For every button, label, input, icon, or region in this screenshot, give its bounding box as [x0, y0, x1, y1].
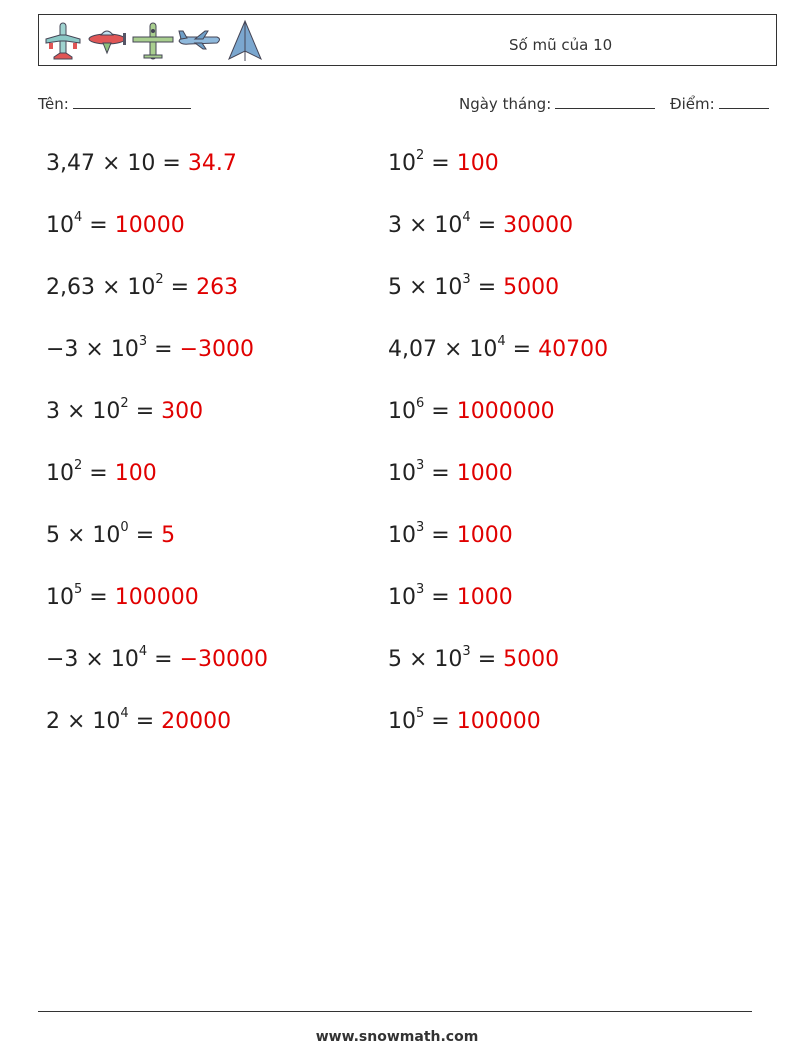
answer: 100 [456, 151, 499, 176]
exponent: 3 [462, 271, 471, 287]
equals: = [147, 337, 180, 362]
page-title: Số mũ của 10 [509, 36, 613, 54]
expression: 5 × 10 [46, 523, 121, 548]
answer: 100000 [114, 585, 199, 610]
date-field[interactable] [459, 94, 655, 113]
exponent: 5 [74, 581, 83, 597]
answer: 1000 [456, 461, 513, 486]
expression: 5 × 10 [388, 647, 463, 672]
problem-1 [46, 150, 237, 178]
exponent: 3 [416, 581, 425, 597]
score-blank[interactable] [719, 94, 769, 109]
equals: = [424, 523, 457, 548]
airplane-icon [43, 19, 83, 63]
exponent: 4 [497, 333, 506, 349]
exponent: 4 [138, 643, 148, 659]
problem-4 [388, 209, 574, 240]
problem-2 [388, 147, 499, 178]
problem-18 [388, 643, 560, 674]
problem-7 [46, 333, 254, 364]
problem-5 [46, 271, 239, 302]
answer: 1000 [456, 585, 513, 610]
answer: 300 [161, 399, 204, 424]
problem-16 [388, 581, 513, 612]
expression: 10 [46, 585, 74, 610]
exponent: 4 [74, 209, 83, 225]
exponent: 4 [462, 209, 471, 225]
expression: 3 × 10 [46, 399, 121, 424]
header-icons [43, 18, 265, 64]
name-field[interactable] [38, 94, 191, 113]
propeller-plane-icon [85, 19, 129, 63]
equals: = [163, 275, 197, 300]
answer: 100 [114, 461, 157, 486]
answer: 20000 [161, 709, 232, 734]
problem-3 [46, 209, 185, 240]
name-blank[interactable] [73, 94, 191, 109]
expression: 2,63 × 10 [46, 275, 156, 300]
exponent: 5 [416, 705, 425, 721]
problem-20 [388, 705, 541, 736]
equals: = [470, 213, 504, 238]
equals: = [82, 585, 115, 610]
exponent: 2 [120, 395, 129, 411]
exponent: 3 [462, 643, 471, 659]
answer: 40700 [538, 337, 609, 362]
paper-plane-icon [225, 19, 265, 63]
exponent: 2 [74, 457, 83, 473]
answer: 5000 [503, 275, 560, 300]
exponent: 3 [416, 519, 425, 535]
expression: −3 × 10 [46, 647, 139, 672]
answer: 100000 [456, 709, 541, 734]
equals: = [470, 275, 504, 300]
problem-8 [388, 333, 609, 364]
expression: 3 × 10 [388, 213, 463, 238]
equals: = [424, 585, 457, 610]
problem-14 [388, 519, 513, 550]
equals: = [505, 337, 539, 362]
answer: 263 [196, 275, 239, 300]
date-label: Ngày tháng: [459, 95, 552, 113]
answer: 34.7 [187, 151, 237, 176]
problem-11 [46, 457, 157, 488]
equals: = [82, 461, 115, 486]
exponent: 4 [120, 705, 129, 721]
problem-19 [46, 705, 232, 736]
expression: 10 [46, 213, 74, 238]
equals: = [155, 151, 188, 176]
score-label: Điểm: [670, 95, 715, 113]
answer: 5000 [503, 647, 560, 672]
exponent: 2 [155, 271, 164, 287]
problem-9 [46, 395, 204, 426]
equals: = [470, 647, 504, 672]
expression: 4,07 × 10 [388, 337, 498, 362]
equals: = [424, 461, 457, 486]
score-field[interactable] [670, 94, 769, 113]
equals: = [128, 523, 162, 548]
exponent: 3 [138, 333, 148, 349]
problem-12 [388, 457, 513, 488]
problem-15 [46, 581, 199, 612]
expression: 10 [388, 399, 416, 424]
exponent: 2 [416, 147, 425, 163]
equals: = [424, 709, 457, 734]
expression: 3,47 × 10 [46, 151, 156, 176]
problem-6 [388, 271, 560, 302]
equals: = [128, 399, 162, 424]
answer: 1000000 [456, 399, 555, 424]
expression: 10 [388, 461, 416, 486]
problem-10 [388, 395, 555, 426]
expression: 10 [388, 709, 416, 734]
equals: = [424, 399, 457, 424]
expression: 2 × 10 [46, 709, 121, 734]
problem-17 [46, 643, 268, 674]
answer: −30000 [179, 647, 268, 672]
exponent: 0 [120, 519, 129, 535]
equals: = [424, 151, 457, 176]
date-blank[interactable] [555, 94, 655, 109]
expression: −3 × 10 [46, 337, 139, 362]
answer: −3000 [179, 337, 254, 362]
expression: 10 [46, 461, 74, 486]
answer: 10000 [114, 213, 185, 238]
equals: = [128, 709, 162, 734]
worksheet-header [38, 14, 777, 66]
answer: 30000 [503, 213, 574, 238]
footer-divider [38, 1011, 752, 1012]
jet-plane-icon [177, 19, 223, 63]
equals: = [82, 213, 115, 238]
expression: 10 [388, 585, 416, 610]
expression: 10 [388, 151, 416, 176]
answer: 1000 [456, 523, 513, 548]
expression: 5 × 10 [388, 275, 463, 300]
footer-site: www.snowmath.com [315, 1029, 479, 1045]
answer: 5 [161, 523, 176, 548]
expression: 10 [388, 523, 416, 548]
name-label: Tên: [38, 95, 69, 113]
glider-plane-icon [131, 19, 175, 63]
equals: = [147, 647, 180, 672]
exponent: 6 [416, 395, 425, 411]
exponent: 3 [416, 457, 425, 473]
problem-13 [46, 519, 176, 550]
